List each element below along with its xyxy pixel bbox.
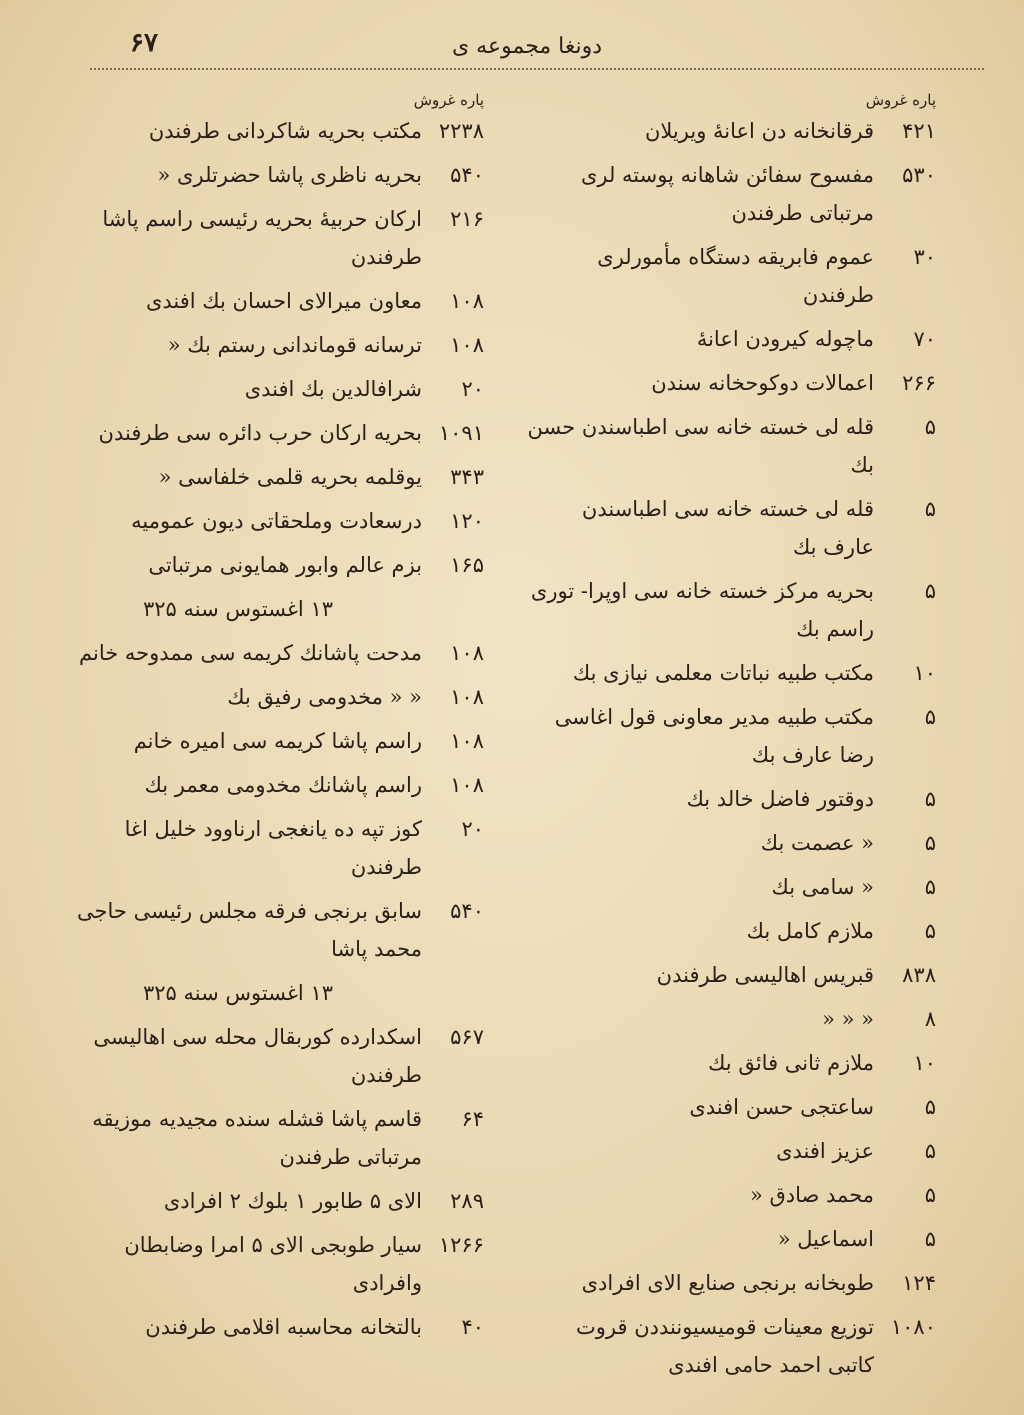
amount: ۵ bbox=[924, 579, 936, 603]
entry-text: ارکان حربیهٔ بحریه رئیسی راسم پاشا طرفندن bbox=[102, 207, 422, 269]
list-item bbox=[526, 1088, 936, 1126]
list-item bbox=[54, 370, 484, 408]
entry-text: طوبخانه برنجی صنایع الای افرادی bbox=[581, 1271, 874, 1295]
amount: ۵ bbox=[924, 1139, 936, 1163]
list-item bbox=[54, 200, 484, 276]
entry-text: راسم پاشا كريمه سی امیره خانم bbox=[133, 729, 422, 753]
entry-text: عزیز افندی bbox=[776, 1139, 874, 1163]
amount: ۲۲۳۸ bbox=[438, 119, 484, 143]
entry-text: « « « bbox=[822, 1007, 874, 1031]
list-item bbox=[54, 546, 484, 584]
list-item bbox=[54, 502, 484, 540]
entry-text: قرقانخانه دن اعانهٔ ویریلان bbox=[644, 119, 874, 143]
entry-text: قاسم پاشا قشله سنده مجیدیه موزیقه مرتباتی طرفندن bbox=[92, 1107, 422, 1169]
right-column bbox=[526, 88, 936, 1390]
amount: ۱۰ bbox=[913, 1051, 936, 1075]
list-item bbox=[526, 112, 936, 150]
entry-text: ملازم ثانی فائق بك bbox=[708, 1051, 874, 1075]
list-item bbox=[526, 364, 936, 402]
list-item bbox=[54, 766, 484, 804]
entry-text: اسکدارده کوربقال محله سی اهالیسی طرفندن bbox=[93, 1025, 422, 1087]
amount: ۵۴۰ bbox=[450, 899, 484, 923]
entries-list bbox=[526, 112, 936, 1384]
entry-text: یوقلمه بحریه قلمی خلفاسی « bbox=[158, 465, 422, 489]
amount: ۲۰ bbox=[461, 817, 484, 841]
amount: ۲۱۶ bbox=[450, 207, 484, 231]
list-item bbox=[526, 1132, 936, 1170]
amount: ۱۲۴ bbox=[902, 1271, 936, 1295]
list-item bbox=[526, 654, 936, 692]
entry-text: ۱۳ اغستوس سنه ۳۲۵ bbox=[143, 597, 333, 621]
entry-text: قله لی خسته خانه سی اطباسندن عارف بك bbox=[581, 497, 874, 559]
entry-text: ساعتجی حسن افندی bbox=[689, 1095, 874, 1119]
entry-text: معاون میرالای احسان بك افندی bbox=[145, 289, 422, 313]
list-item bbox=[54, 678, 484, 716]
list-item bbox=[54, 810, 484, 886]
left-column bbox=[54, 88, 484, 1352]
amount: ۸۳۸ bbox=[902, 963, 936, 987]
amount: ۱۲۶۶ bbox=[438, 1233, 484, 1257]
entry-text: راسم پاشانك مخدومی معمر بك bbox=[144, 773, 422, 797]
entry-text: « سامی بك bbox=[771, 875, 874, 899]
list-item bbox=[54, 1100, 484, 1176]
amount: ۵ bbox=[924, 415, 936, 439]
amount: ۵ bbox=[924, 705, 936, 729]
amount: ۸ bbox=[924, 1007, 936, 1031]
list-item bbox=[526, 1176, 936, 1214]
entry-text: اسماعیل « bbox=[777, 1227, 874, 1251]
amount: ۱۰۸ bbox=[450, 641, 484, 665]
amount: ۲۸۹ bbox=[450, 1189, 484, 1213]
entry-text: محمد صادق « bbox=[749, 1183, 874, 1207]
amount: ۴۲۱ bbox=[902, 119, 936, 143]
entry-text: ۱۳ اغستوس سنه ۳۲۵ bbox=[143, 981, 333, 1005]
entry-text: ملازم کامل بك bbox=[746, 919, 874, 943]
list-item bbox=[526, 780, 936, 818]
amount: ۵ bbox=[924, 497, 936, 521]
amount: ۵ bbox=[924, 919, 936, 943]
date-line bbox=[54, 974, 484, 1012]
amount: ۳۰ bbox=[913, 245, 936, 269]
entry-text: قله لی خسته خانه سی اطباسندن حسن بك bbox=[527, 415, 874, 477]
entry-text: کوز تپه ده یانغجی ارناوود خلیل اغا طرفندن bbox=[124, 817, 422, 879]
entry-text: بحریه ناظری پاشا حضرتلری « bbox=[157, 163, 422, 187]
entry-text: بحریه مرکز خسته خانه سی اوپرا- توری راسم بك bbox=[530, 579, 874, 641]
list-item bbox=[526, 698, 936, 774]
amount: ۱۰۸۰ bbox=[890, 1315, 936, 1339]
entry-text: توزیع معینات قومیسیوننددن قروت کاتبی احمد حامی افندی bbox=[575, 1315, 874, 1377]
header-title: دونغا مجموعه ی bbox=[451, 34, 603, 59]
list-item bbox=[54, 282, 484, 320]
list-item bbox=[526, 238, 936, 314]
entry-text: مفسوح سفائن شاهانه پوسته لری مرتباتی طرفندن bbox=[580, 163, 874, 225]
entries-list bbox=[54, 112, 484, 1346]
list-item bbox=[54, 1226, 484, 1302]
amount: ۵۳۰ bbox=[902, 163, 936, 187]
entry-text: درسعادت وملحقاتی دیون عمومیه bbox=[131, 509, 422, 533]
entry-text: ترسانه قوماندانی رستم بك « bbox=[167, 333, 422, 357]
list-item bbox=[526, 572, 936, 648]
amount: ۱۰۸ bbox=[450, 685, 484, 709]
amount: ۵ bbox=[924, 1095, 936, 1119]
amount: ۱۰۸ bbox=[450, 773, 484, 797]
amount: ۱۰۹۱ bbox=[438, 421, 484, 445]
list-item bbox=[526, 868, 936, 906]
list-item bbox=[526, 1000, 936, 1038]
list-item bbox=[54, 1018, 484, 1094]
entry-text: سابق برنجی فرقه مجلس رئیسی حاجی محمد پاشا bbox=[77, 899, 422, 961]
amount: ۲۶۶ bbox=[902, 371, 936, 395]
list-item bbox=[526, 1264, 936, 1302]
entry-text: مکتب بحریه شاکردانی طرفندن bbox=[148, 119, 422, 143]
list-item bbox=[54, 326, 484, 364]
column-heading: پاره غروش bbox=[413, 91, 484, 109]
list-item bbox=[526, 408, 936, 484]
amount: ۶۴ bbox=[461, 1107, 484, 1131]
entry-text: مدحت پاشانك كريمه سی ممدوحه خانم bbox=[79, 641, 422, 665]
column-heading: پاره غروش bbox=[865, 91, 936, 109]
amount: ۱۰۸ bbox=[450, 729, 484, 753]
list-item bbox=[526, 912, 936, 950]
entry-text: بزم عالم وابور همایونی مرتباتی bbox=[148, 553, 422, 577]
page-number: ۶۷ bbox=[130, 28, 158, 58]
entry-text: عموم فابریقه دستگاه مأمورلری طرفندن bbox=[597, 245, 874, 307]
list-item bbox=[54, 634, 484, 672]
amount: ۱۰ bbox=[913, 661, 936, 685]
entry-text: « عصمت بك bbox=[760, 831, 874, 855]
amount: ۵ bbox=[924, 1183, 936, 1207]
entry-text: « « مخدومی رفیق بك bbox=[227, 685, 422, 709]
amount: ۱۶۵ bbox=[450, 553, 484, 577]
amount: ۵ bbox=[924, 875, 936, 899]
list-item bbox=[54, 1182, 484, 1220]
amount: ۴۰ bbox=[461, 1315, 484, 1339]
list-item bbox=[526, 1308, 936, 1384]
entry-text: بحریه ارکان حرب دائره سی طرفندن bbox=[98, 421, 422, 445]
list-item bbox=[526, 1044, 936, 1082]
amount: ۵ bbox=[924, 831, 936, 855]
entry-text: سیار طوبجی الای ۵ امرا وضابطان وافرادی bbox=[124, 1233, 422, 1295]
list-item bbox=[54, 722, 484, 760]
list-item bbox=[54, 1308, 484, 1346]
list-item bbox=[526, 1220, 936, 1258]
list-item bbox=[526, 824, 936, 862]
list-item bbox=[526, 956, 936, 994]
date-line bbox=[54, 590, 484, 628]
entry-text: مکتب طبیه مدیر معاونی قول اغاسی رضا عارف بك bbox=[554, 705, 874, 767]
entry-text: ماچوله کیرودن اعانهٔ bbox=[696, 327, 874, 351]
amount: ۱۲۰ bbox=[450, 509, 484, 533]
amount: ۵ bbox=[924, 1227, 936, 1251]
amount: ۱۰۸ bbox=[450, 333, 484, 357]
list-item bbox=[54, 414, 484, 452]
amount: ۵۶۷ bbox=[450, 1025, 484, 1049]
entry-text: اعمالات دوکوحخانه سندن bbox=[651, 371, 874, 395]
list-item bbox=[54, 156, 484, 194]
amount: ۲۰ bbox=[461, 377, 484, 401]
list-item bbox=[526, 156, 936, 232]
entry-text: قبریس اهالیسی طرفندن bbox=[656, 963, 874, 987]
header-rule bbox=[90, 68, 984, 70]
entry-text: دوقتور فاضل خالد بك bbox=[686, 787, 874, 811]
entry-text: شرافالدین بك افندی bbox=[244, 377, 422, 401]
entry-text: الای ۵ طابور ۱ بلوك ۲ افرادی bbox=[163, 1189, 422, 1213]
amount: ۱۰۸ bbox=[450, 289, 484, 313]
amount: ۷۰ bbox=[913, 327, 936, 351]
amount: ۵۴۰ bbox=[450, 163, 484, 187]
list-item bbox=[54, 458, 484, 496]
list-item bbox=[526, 490, 936, 566]
entry-text: مکتب طبیه نباتات معلمی نیازی بك bbox=[572, 661, 874, 685]
amount: ۳۴۳ bbox=[450, 465, 484, 489]
amount: ۵ bbox=[924, 787, 936, 811]
page-header bbox=[90, 28, 964, 68]
list-item bbox=[54, 892, 484, 968]
list-item bbox=[526, 320, 936, 358]
entry-text: بالتخانه محاسبه اقلامی طرفندن bbox=[145, 1315, 422, 1339]
list-item bbox=[54, 112, 484, 150]
